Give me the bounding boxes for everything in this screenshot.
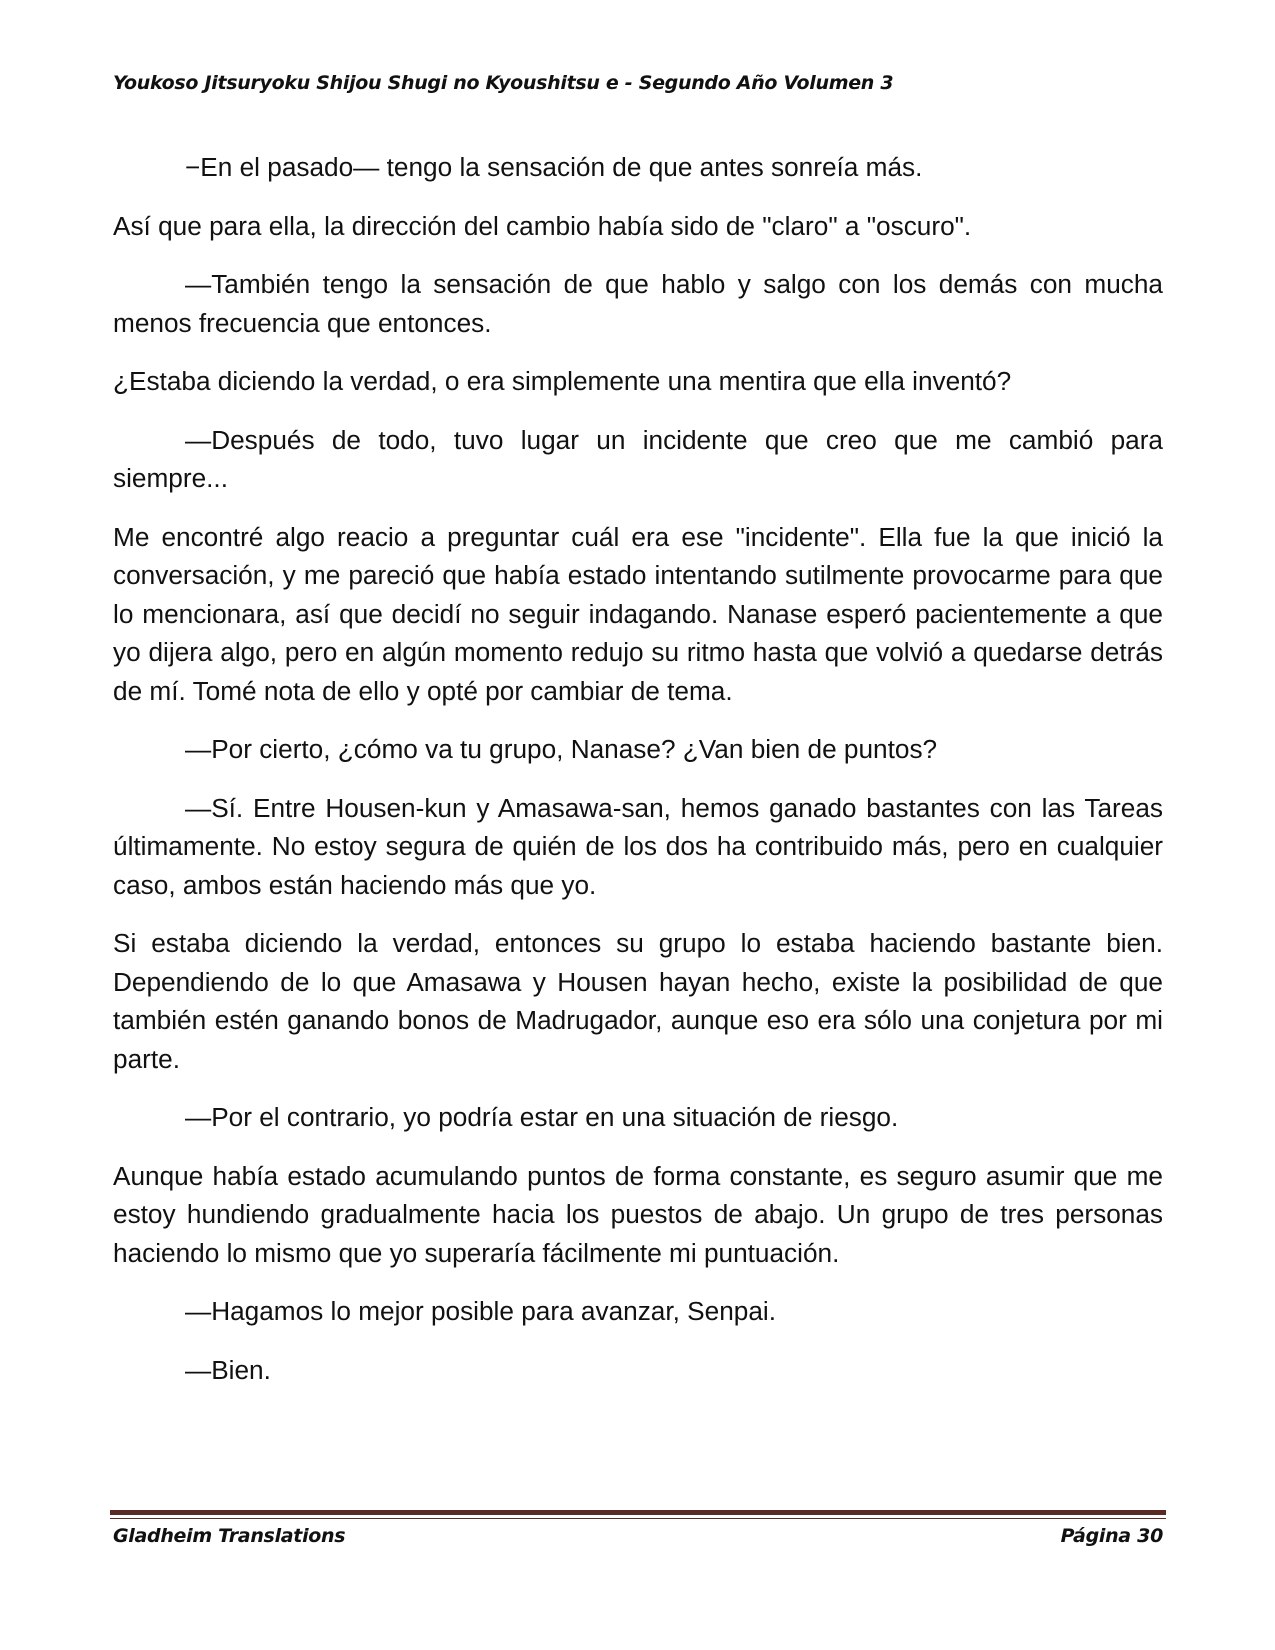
- footer-divider-thin: [110, 1518, 1166, 1519]
- page-body: [113, 148, 1163, 1409]
- paragraph-1: −En el pasado— tengo la sensación de que antes sonreía más.: [185, 152, 923, 182]
- footer-publisher: Gladheim Translations: [113, 1525, 346, 1547]
- page-header-title: Youkoso Jitsuryoku Shijou Shugi no Kyoushitsu e - Segundo Año Volumen 3: [113, 72, 894, 94]
- paragraph-13: —Bien.: [185, 1354, 271, 1385]
- paragraph-9: Si estaba diciendo la verdad, entonces su grupo lo estaba haciendo bastante bien. Dependiendo de lo que Amasawa y Housen hayan hecho, existe la posibilidad de que también estén ganando bonos de Madrugador, aunque eso era sólo una conjetura por mi parte.: [113, 928, 1163, 1074]
- paragraph-3: —También tengo la sensación de que hablo y salgo con los demás con mucha menos frecuencia que entonces.: [113, 269, 1163, 338]
- footer-divider-thick: [110, 1510, 1166, 1515]
- paragraph-12: —Hagamos lo mejor posible para avanzar, Senpai.: [185, 1296, 776, 1326]
- paragraph-6: Me encontré algo reacio a preguntar cuál era ese "incidente". Ella fue la que inició la conversación, y me pareció que había estado intentando sutilmente provocarme para que lo mencionara, así que decidí no seguir indagando. Nanase esperó pacientemente a que yo dijera algo, pero en algún momento redujo su ritmo hasta que volvió a quedarse detrás de mí. Tomé nota de ello y opté por cambiar de tema.: [113, 521, 1163, 706]
- paragraph-8: —Sí. Entre Housen-kun y Amasawa-san, hemos ganado bastantes con las Tareas últimamente. No estoy segura de quién de los dos ha contribuido más, pero en cualquier caso, ambos están haciendo más que yo.: [113, 792, 1163, 900]
- paragraph-2: Así que para ella, la dirección del cambio había sido de "claro" a "oscuro".: [113, 210, 972, 241]
- paragraph-7: —Por cierto, ¿cómo va tu grupo, Nanase? ¿Van bien de puntos?: [185, 734, 938, 764]
- paragraph-10: —Por el contrario, yo podría estar en una situación de riesgo.: [185, 1102, 899, 1132]
- page-footer: [113, 1525, 1163, 1547]
- paragraph-4: ¿Estaba diciendo la verdad, o era simplemente una mentira que ella inventó?: [113, 366, 1012, 396]
- paragraph-5: —Después de todo, tuvo lugar un incidente que creo que me cambió para siempre...: [113, 424, 1163, 493]
- footer-page-number: Página 30: [1060, 1525, 1163, 1547]
- paragraph-11: Aunque había estado acumulando puntos de forma constante, es seguro asumir que me estoy hundiendo gradualmente hacia los puestos de abajo. Un grupo de tres personas haciendo lo mismo que yo superaría fácilmente mi puntuación.: [113, 1160, 1163, 1268]
